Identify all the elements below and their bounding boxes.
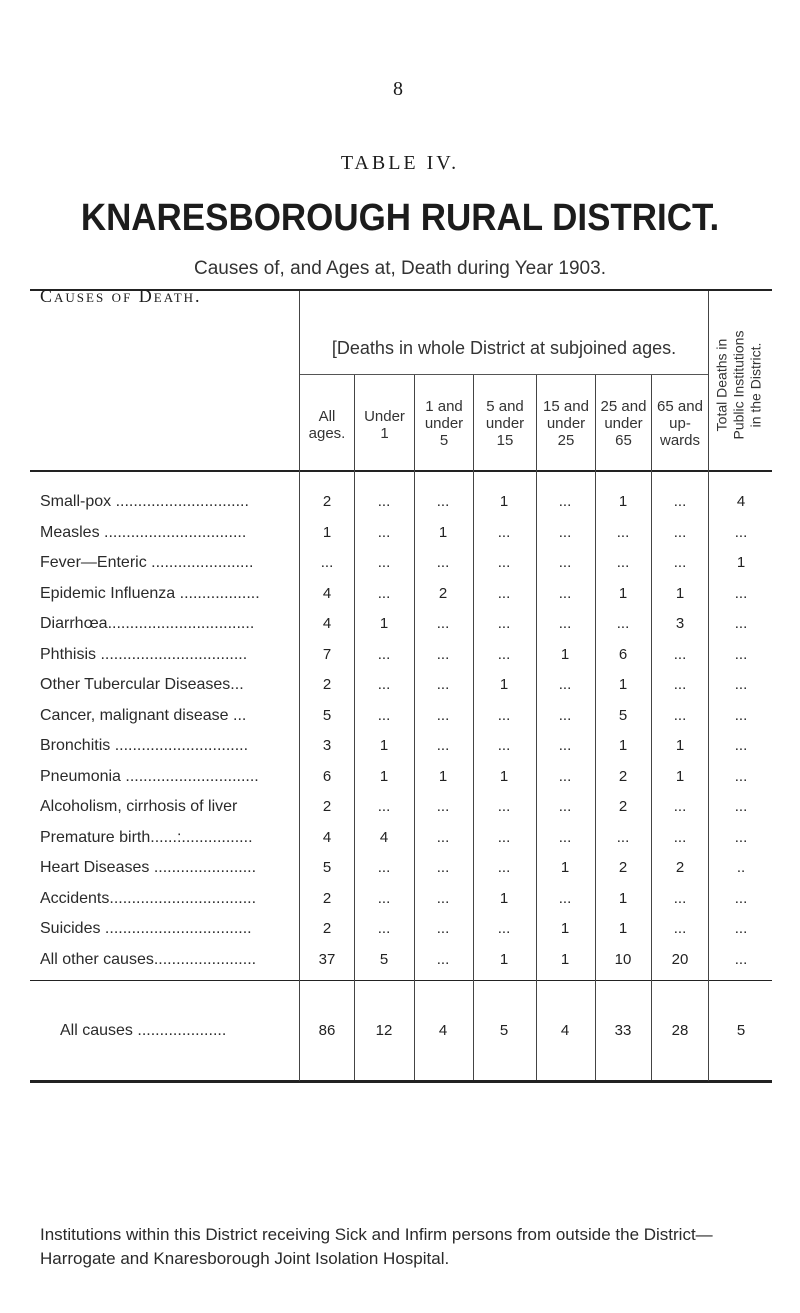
footnote: Institutions within this District receiving Sick and Infirm persons from outside the District—Harrogate and Knaresborough Joint Isolation Hospital. <box>40 1225 713 1268</box>
cell-25-to-65: ... <box>616 615 630 632</box>
cell-15-to-25: ... <box>558 584 572 602</box>
cell-15-to-25: ... <box>558 615 572 632</box>
cell-public-institutions: ... <box>734 920 748 937</box>
table-row <box>0 609 800 639</box>
col-header-1-to-5: 1 and under 5 <box>424 398 464 449</box>
cell-15-to-25: 4 <box>560 1022 570 1039</box>
cell-5-to-15: 5 <box>499 1022 509 1039</box>
cell-under-1: 1 <box>379 767 389 785</box>
table-row <box>0 823 800 853</box>
cell-all-ages: 4 <box>322 615 332 632</box>
cell-25-to-65: 1 <box>618 889 628 907</box>
col-header-65-upwards: 65 and up- wards <box>657 398 703 449</box>
cell-15-to-25: ... <box>558 706 572 724</box>
cell-1-to-5: ... <box>436 615 450 632</box>
cell-under-1: ... <box>377 523 391 541</box>
col-header-public-institutions: Total Deaths in Public Institutions in the District. <box>713 330 764 440</box>
table-row <box>0 762 800 792</box>
cell-25-to-65: 2 <box>618 859 628 876</box>
cause-label: Fever—Enteric ....................... <box>40 554 254 571</box>
cell-15-to-25: ... <box>558 828 572 846</box>
cell-65-upwards: ... <box>673 645 687 663</box>
cell-15-to-25: 1 <box>560 950 570 968</box>
cell-all-ages: ... <box>320 554 334 571</box>
table-row <box>0 884 800 914</box>
cell-15-to-25: 1 <box>560 645 570 663</box>
table-row <box>0 853 800 883</box>
cell-under-1: ... <box>377 554 391 571</box>
table-row <box>0 579 800 609</box>
cell-under-1: ... <box>377 645 391 663</box>
cell-65-upwards: ... <box>673 676 687 693</box>
cell-25-to-65: 2 <box>618 767 628 785</box>
cell-under-1: ... <box>377 798 391 815</box>
cell-25-to-65: 2 <box>618 798 628 815</box>
cell-15-to-25: ... <box>558 798 572 815</box>
cell-public-institutions: ... <box>734 584 748 602</box>
cell-public-institutions: ... <box>734 737 748 754</box>
cell-all-ages: 3 <box>322 737 332 754</box>
page-number: 8 <box>393 78 403 100</box>
cell-65-upwards: 28 <box>671 1022 689 1039</box>
cell-5-to-15: 1 <box>499 676 509 693</box>
cell-25-to-65: 33 <box>614 1022 632 1039</box>
cell-all-ages: 2 <box>322 889 332 907</box>
cell-all-ages: 1 <box>322 523 332 541</box>
cause-label: Suicides ................................. <box>40 920 252 937</box>
cell-under-1: ... <box>377 920 391 937</box>
cell-under-1: 1 <box>379 615 389 632</box>
table-row <box>0 548 800 578</box>
cell-all-ages: 4 <box>322 828 332 846</box>
cell-under-1: ... <box>377 859 391 876</box>
cell-under-1: ... <box>377 889 391 907</box>
cell-all-ages: 7 <box>322 645 332 663</box>
cell-25-to-65: ... <box>616 554 630 571</box>
deaths-at-ages-header: [Deaths in whole District at subjoined ages. <box>331 338 677 358</box>
cell-1-to-5: ... <box>436 798 450 815</box>
cause-label: Bronchitis .............................. <box>40 737 249 754</box>
document-title: KNARESBOROUGH RURAL DISTRICT. <box>80 197 720 239</box>
cell-all-ages: 2 <box>322 493 332 510</box>
cause-label: Phthisis ................................. <box>40 645 248 663</box>
cell-5-to-15: ... <box>497 615 511 632</box>
cell-65-upwards: ... <box>673 828 687 846</box>
cell-15-to-25: ... <box>558 889 572 907</box>
cause-label: Small-pox .............................. <box>40 493 249 510</box>
cell-65-upwards: 2 <box>675 859 685 876</box>
cause-label: Pneumonia .............................. <box>40 767 259 785</box>
table-row <box>0 518 800 548</box>
cell-25-to-65: 10 <box>614 950 632 968</box>
cell-1-to-5: ... <box>436 859 450 876</box>
cell-15-to-25: 1 <box>560 859 570 876</box>
total-row <box>0 1016 800 1046</box>
cell-1-to-5: 2 <box>438 584 448 602</box>
col-header-under-1: Under 1 <box>364 408 405 442</box>
cell-public-institutions: ... <box>734 615 748 632</box>
cell-1-to-5: ... <box>436 676 450 693</box>
cell-15-to-25: ... <box>558 737 572 754</box>
cause-label: Other Tubercular Diseases... <box>40 676 244 693</box>
cell-1-to-5: ... <box>436 950 450 968</box>
cell-all-ages: 2 <box>322 920 332 937</box>
cell-15-to-25: ... <box>558 767 572 785</box>
header-bottom-rule <box>30 470 772 472</box>
cell-public-institutions: ... <box>734 706 748 724</box>
cell-65-upwards: 3 <box>675 615 685 632</box>
cell-5-to-15: ... <box>497 706 511 724</box>
cell-public-institutions: ... <box>734 767 748 785</box>
cell-5-to-15: 1 <box>499 767 509 785</box>
cause-label: Cancer, malignant disease ... <box>40 706 247 724</box>
cell-25-to-65: 1 <box>618 584 628 602</box>
cell-65-upwards: ... <box>673 706 687 724</box>
cell-25-to-65: 6 <box>618 645 628 663</box>
cell-under-1: 5 <box>379 950 389 968</box>
table-row <box>0 701 800 731</box>
cell-under-1: ... <box>377 706 391 724</box>
cell-65-upwards: 20 <box>671 950 689 968</box>
cell-65-upwards: ... <box>673 554 687 571</box>
cell-public-institutions: ... <box>734 889 748 907</box>
cell-65-upwards: ... <box>673 920 687 937</box>
cause-label: All other causes....................... <box>40 950 257 968</box>
cell-under-1: 1 <box>379 737 389 754</box>
cell-65-upwards: ... <box>673 493 687 510</box>
cell-under-1: 12 <box>375 1022 393 1039</box>
cause-label: All causes .................... <box>60 1022 227 1039</box>
table-row <box>0 792 800 822</box>
cell-65-upwards: 1 <box>675 584 685 602</box>
cell-all-ages: 2 <box>322 676 332 693</box>
cell-public-institutions: 1 <box>736 554 746 571</box>
cell-5-to-15: ... <box>497 645 511 663</box>
col-header-15-to-25: 15 and under 25 <box>543 398 589 449</box>
table-label: TABLE IV. <box>340 152 460 174</box>
deaths-header-rule <box>300 374 708 375</box>
cell-1-to-5: ... <box>436 737 450 754</box>
col-header-all-ages: All ages. <box>308 408 346 442</box>
cell-1-to-5: ... <box>436 645 450 663</box>
table-row <box>0 914 800 944</box>
cell-15-to-25: ... <box>558 493 572 510</box>
cell-1-to-5: ... <box>436 493 450 510</box>
cell-25-to-65: 5 <box>618 706 628 724</box>
document-subtitle: Causes of, and Ages at, Death during Year 1903. <box>194 258 606 279</box>
cell-5-to-15: ... <box>497 584 511 602</box>
cell-25-to-65: 1 <box>618 737 628 754</box>
cell-all-ages: 37 <box>318 950 336 968</box>
cause-label: Diarrhœa................................. <box>40 615 255 632</box>
cell-public-institutions: ... <box>734 676 748 693</box>
cell-1-to-5: ... <box>436 920 450 937</box>
table-bottom-rule <box>30 1080 772 1083</box>
cell-under-1: ... <box>377 584 391 602</box>
cell-65-upwards: 1 <box>675 737 685 754</box>
cell-5-to-15: ... <box>497 523 511 541</box>
cell-1-to-5: ... <box>436 889 450 907</box>
cell-public-institutions: ... <box>734 798 748 815</box>
total-top-rule <box>30 980 772 981</box>
table-row <box>0 945 800 975</box>
table-row <box>0 487 800 517</box>
cell-1-to-5: ... <box>436 706 450 724</box>
cell-15-to-25: ... <box>558 554 572 571</box>
cell-15-to-25: ... <box>558 676 572 693</box>
cell-1-to-5: 4 <box>438 1022 448 1039</box>
cell-1-to-5: ... <box>436 554 450 571</box>
cell-5-to-15: ... <box>497 920 511 937</box>
cell-15-to-25: ... <box>558 523 572 541</box>
cell-15-to-25: 1 <box>560 920 570 937</box>
cell-all-ages: 5 <box>322 706 332 724</box>
cell-5-to-15: ... <box>497 859 511 876</box>
cell-65-upwards: ... <box>673 798 687 815</box>
cause-label: Alcoholism, cirrhosis of liver <box>40 798 238 815</box>
cell-25-to-65: 1 <box>618 920 628 937</box>
cell-5-to-15: ... <box>497 798 511 815</box>
cell-all-ages: 86 <box>318 1022 336 1039</box>
cause-label: Accidents................................. <box>40 889 257 907</box>
cell-public-institutions: 5 <box>736 1022 746 1039</box>
cell-all-ages: 4 <box>322 584 332 602</box>
cell-5-to-15: 1 <box>499 889 509 907</box>
cell-65-upwards: ... <box>673 889 687 907</box>
cell-25-to-65: ... <box>616 523 630 541</box>
causes-of-death-header: Causes of Death. <box>40 286 202 306</box>
cell-5-to-15: ... <box>497 554 511 571</box>
cell-public-institutions: ... <box>734 523 748 541</box>
table-row <box>0 731 800 761</box>
cell-1-to-5: 1 <box>438 523 448 541</box>
cell-5-to-15: 1 <box>499 950 509 968</box>
cell-all-ages: 5 <box>322 859 332 876</box>
cell-25-to-65: 1 <box>618 676 628 693</box>
cell-under-1: ... <box>377 493 391 510</box>
cell-65-upwards: 1 <box>675 767 685 785</box>
cell-under-1: 4 <box>379 828 389 846</box>
cell-5-to-15: 1 <box>499 493 509 510</box>
cell-public-institutions: 4 <box>736 493 746 510</box>
cell-65-upwards: ... <box>673 523 687 541</box>
cell-public-institutions: ... <box>734 828 748 846</box>
cell-under-1: ... <box>377 676 391 693</box>
cell-5-to-15: ... <box>497 737 511 754</box>
cell-25-to-65: 1 <box>618 493 628 510</box>
cell-5-to-15: ... <box>497 828 511 846</box>
cell-all-ages: 6 <box>322 767 332 785</box>
cell-public-institutions: ... <box>734 950 748 968</box>
cell-public-institutions: .. <box>736 859 746 876</box>
cell-all-ages: 2 <box>322 798 332 815</box>
table-row <box>0 670 800 700</box>
cell-1-to-5: 1 <box>438 767 448 785</box>
cause-label: Measles ................................ <box>40 523 247 541</box>
cause-label: Premature birth......:................ <box>40 828 253 846</box>
cause-label: Epidemic Influenza .................. <box>40 584 260 602</box>
table-row <box>0 640 800 670</box>
col-header-5-to-15: 5 and under 15 <box>485 398 525 449</box>
col-header-25-to-65: 25 and under 65 <box>600 398 647 449</box>
cell-25-to-65: ... <box>616 828 630 846</box>
cause-label: Heart Diseases ....................... <box>40 859 257 876</box>
cell-1-to-5: ... <box>436 828 450 846</box>
cell-public-institutions: ... <box>734 645 748 663</box>
